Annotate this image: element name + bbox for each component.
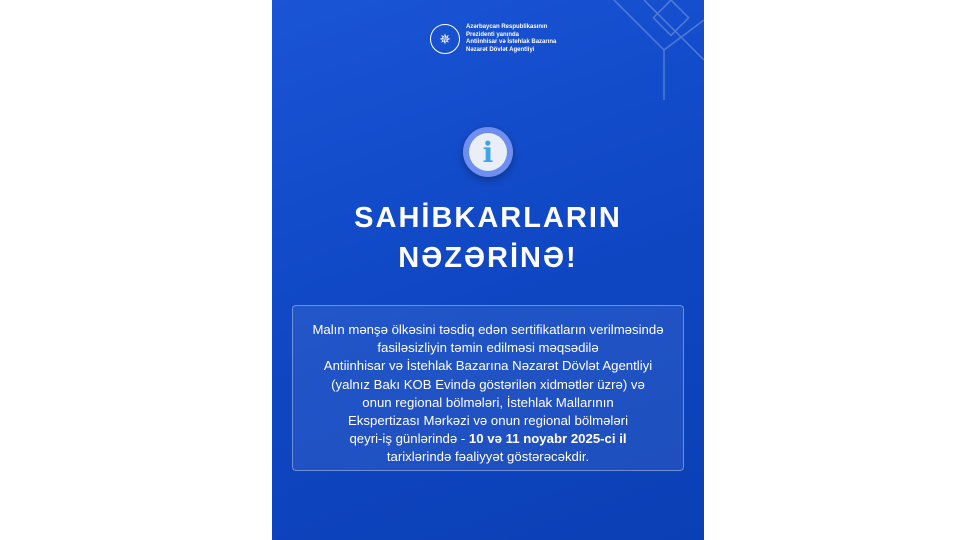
decorative-pattern <box>604 0 704 100</box>
notice-line: onun regional bölmələri, İstehlak Mallarının <box>362 394 614 410</box>
notice-line: Antiinhisar və İstehlak Bazarına Nəzarət Dövlət Agentliyi <box>323 358 653 374</box>
notice-text: qeyri-iş günlərində - <box>349 431 469 447</box>
title-line: NƏZƏRİNƏ! <box>398 242 578 274</box>
emblem-icon: ✵ <box>430 24 460 54</box>
logo-line: Nəzarət Dövlət Agentliyi <box>466 46 535 53</box>
notice-date: 10 və 11 noyabr 2025-ci il <box>468 431 627 447</box>
notice-line <box>293 430 683 448</box>
notice-line: (yalnız Bakı KOB Evində göstərilən xidmətlər üzrə) və <box>331 376 645 392</box>
title-line: SAHİBKARLARIN <box>354 202 622 234</box>
notice-line: Ekspertizası Mərkəzi və onun regional bölmələri <box>348 413 628 429</box>
agency-logo <box>430 24 556 54</box>
poster <box>272 0 704 540</box>
notice-box <box>292 305 684 471</box>
info-icon: i <box>463 127 513 177</box>
logo-line: Azərbaycan Respublikasının <box>466 24 548 30</box>
notice-line: fasiləsizliyin təmin edilməsi məqsədilə <box>377 340 599 356</box>
notice-line: tarixlərində fəaliyyət göstərəcəkdir. <box>386 449 590 465</box>
logo-line: Prezidenti yanında <box>466 31 520 38</box>
page-title <box>272 198 704 278</box>
notice-line: Malın mənşə ölkəsini təsdiq edən sertifikatların verilməsində <box>312 322 664 337</box>
logo-line: Antiinhisar və İstehlak Bazarına <box>466 39 557 45</box>
